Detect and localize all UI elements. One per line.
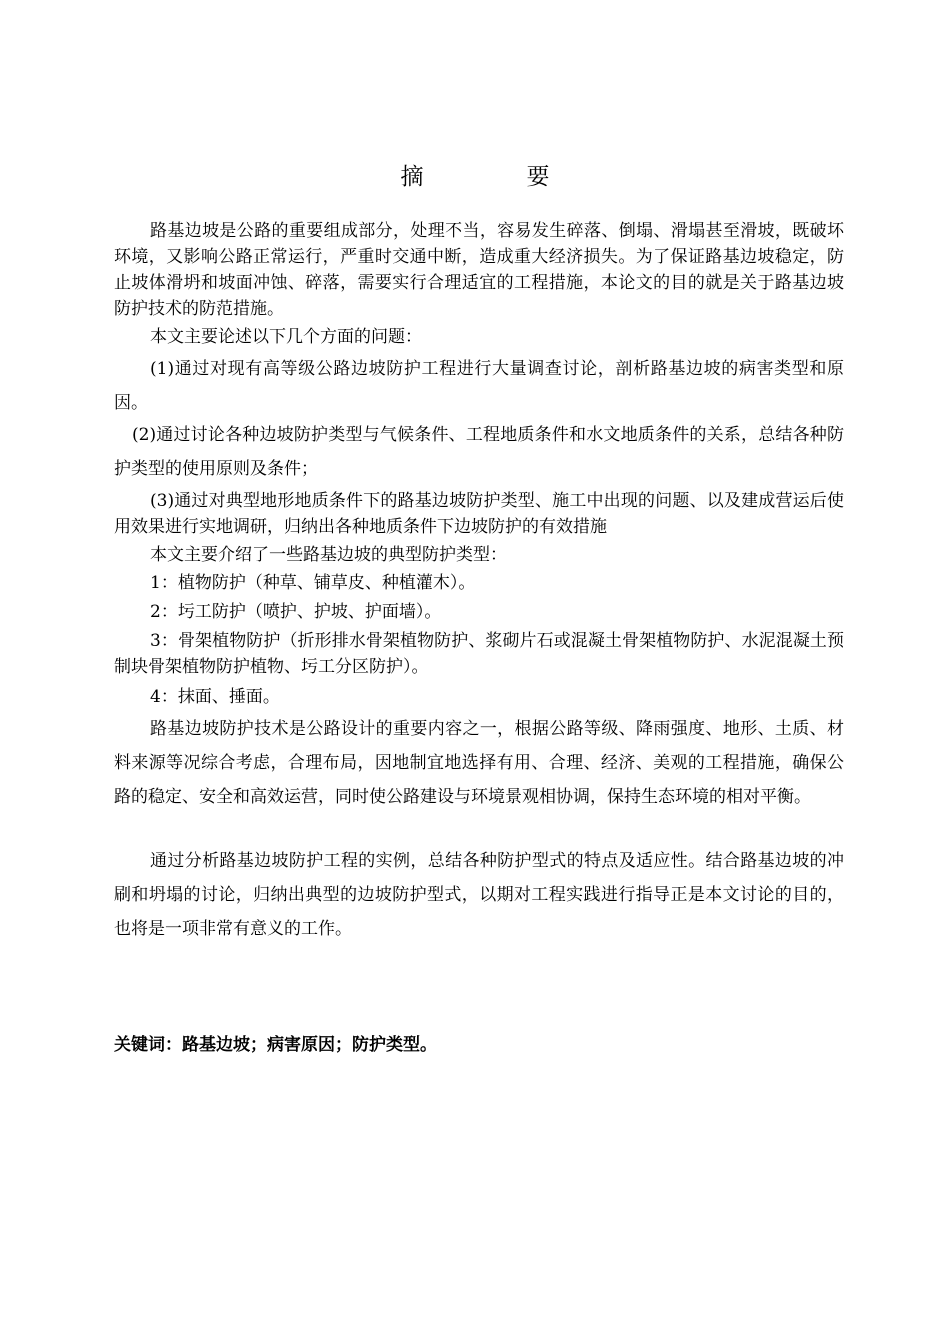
paragraph-item-3: (3)通过对典型地形地质条件下的路基边坡防护类型、施工中出现的问题、以及建成营运后使用效果进行实地调研，归纳出各种地质条件下边坡防护的有效措施: [114, 491, 844, 537]
keywords-line: 关键词：路基边坡；病害原因；防护类型。: [114, 1035, 437, 1055]
paragraph-design: 路基边坡防护技术是公路设计的重要内容之一，根据公路等级、降雨强度、地形、土质、材料来源等况综合考虑，合理布局，因地制宜地选择有用、合理、经济、美观的工程措施，确保公路的稳定、安全和高效运营，同时使公路建设与环境景观相协调，保持生态环境的相对平衡。: [114, 719, 844, 807]
paragraph-conclusion: 通过分析路基边坡防护工程的实例，总结各种防护型式的特点及适应性。结合路基边坡的冲刷和坍塌的讨论，归纳出典型的边坡防护型式，以期对工程实践进行指导正是本文讨论的目的，也将是一项非常有意义的工作。: [114, 851, 844, 939]
abstract-title: 摘 要: [400, 164, 590, 190]
paragraph-topics-intro: 本文主要论述以下几个方面的问题：: [150, 327, 422, 347]
paragraph-item-2: (2)通过讨论各种边坡防护类型与气候条件、工程地质条件和水文地质条件的关系，总结各种防护类型的使用原则及条件；: [114, 425, 844, 479]
paragraph-type-3: 3：骨架植物防护（折形排水骨架植物防护、浆砌片石或混凝土骨架植物防护、水泥混凝土预制块骨架植物防护植物、圬工分区防护）。: [114, 631, 844, 677]
paragraph-types-intro: 本文主要介绍了一些路基边坡的典型防护类型：: [150, 545, 507, 565]
paragraph-item-1: (1)通过对现有高等级公路边坡防护工程进行大量调查讨论，剖析路基边坡的病害类型和原因。: [114, 359, 844, 413]
paragraph-intro: 路基边坡是公路的重要组成部分，处理不当，容易发生碎落、倒塌、滑塌甚至滑坡，既破坏环境，又影响公路正常运行，严重时交通中断，造成重大经济损失。为了保证路基边坡稳定，防止坡体滑坍和坡面冲蚀、碎落，需要实行合理适宜的工程措施，本论文的目的就是关于路基边坡防护技术的防范措施。: [114, 221, 844, 319]
paragraph-type-1: 1：植物防护（种草、铺草皮、种植灌木）。: [150, 573, 476, 593]
paragraph-type-2: 2：圬工防护（喷护、护坡、护面墙）。: [150, 602, 442, 622]
paragraph-type-4: 4：抹面、捶面。: [150, 687, 280, 707]
